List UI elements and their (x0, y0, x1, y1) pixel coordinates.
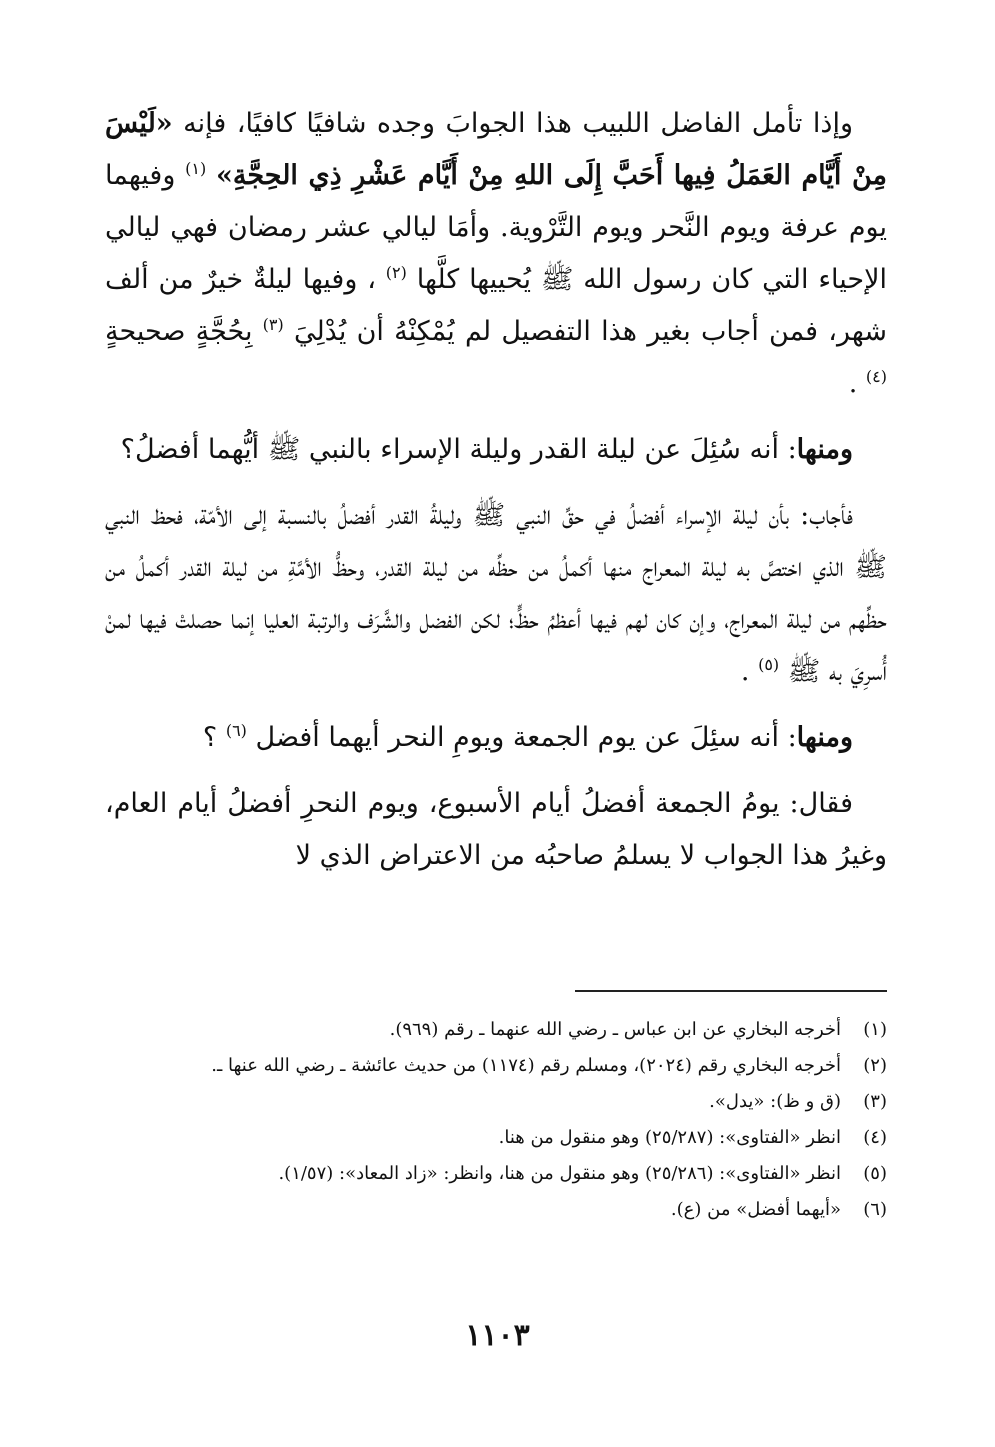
footnote-text: (ق و ظ): «يدل». (709, 1091, 841, 1112)
footnote-3 (105, 1084, 887, 1120)
paragraph-5-text: فقال: يومُ الجمعة أفضلُ أيام الأسبوع، ويوم النحرِ أفضلُ أيام العام، وغيرُ هذا الجواب لا يسلمُ صاحبُه من الاعتراض الذي لا (105, 788, 887, 871)
paragraph-3 (105, 490, 887, 698)
paragraph-5 (105, 778, 887, 882)
footnote-text: أخرجه البخاري رقم (٢٠٢٤)، ومسلم رقم (١١٧٤) من حديث عائشة ـ رضي الله عنها ـ. (211, 1055, 841, 1076)
footnote-number: (١) (863, 1019, 887, 1040)
footnote-5 (105, 1156, 887, 1192)
paragraph-1 (105, 98, 887, 410)
footnotes (105, 1012, 887, 1228)
main-text (105, 98, 887, 896)
footnote-number: (٢) (863, 1055, 887, 1076)
footnote-ref-4: (٤) (865, 367, 887, 386)
footnote-ref-5: (٥) (758, 655, 780, 674)
footnote-text: انظر «الفتاوى»: (٢٥/٢٨٧) وهو منقول من هنا. (498, 1127, 841, 1148)
footnote-number: (٦) (863, 1199, 887, 1220)
page-number: ١١٠٣ (465, 1318, 530, 1353)
footnote-text: أخرجه البخاري عن ابن عباس ـ رضي الله عنهما ـ رقم (٩٦٩). (389, 1019, 841, 1040)
paragraph-1-text-after: ، وفيها ليلةٌ خيرٌ من ألف شهر، فمن أجاب بغير هذا التفصيل لم يُمْكِنْهُ أن يُدْلِيَ (105, 264, 887, 347)
paragraph-1-text-end: بِحُجَّةٍ صحيحةٍ (105, 316, 253, 347)
footnote-ref-2: (٢) (385, 263, 407, 282)
footnote-2 (105, 1048, 887, 1084)
paragraph-4-text: : أنه سئِلَ عن يوم الجمعة ويومِ النحر أيهما أفضل (255, 722, 797, 753)
hadith-quote: «لَيْسَ مِنْ أَيَّام العَمَلُ فِيها أَحَبَّ إِلَى اللهِ مِنْ أَيَّام عَشْرِ ذِي الحِجَّةِ» (105, 108, 888, 191)
paragraph-1-text-before: وإذا تأمل الفاضل اللبيب هذا الجوابَ وجده شافيًا كافيًا، فإنه (172, 108, 853, 139)
footnote-ref-6: (٦) (225, 721, 247, 740)
footnote-number: (٣) (863, 1091, 887, 1112)
footnote-number: (٥) (863, 1163, 887, 1184)
paragraph-4 (105, 712, 887, 764)
paragraph-1-text-middle: وفيهما يوم عرفة ويوم النَّحر ويوم التَّرْوية. وأمَا ليالي عشر رمضان فهي ليالي الإحياء التي كان رسول الله ﷺ يُحييها كلَّها (105, 160, 888, 295)
footnote-number: (٤) (863, 1127, 887, 1148)
footnote-1 (105, 1012, 887, 1048)
paragraph-2-text: : أنه سُئِلَ عن ليلة القدر وليلة الإسراء بالنبي ﷺ أيُّهما أفضلُ؟ (120, 434, 797, 465)
paragraph-4-lead: ومنها (796, 722, 853, 753)
footnote-text: انظر «الفتاوى»: (٢٥/٢٨٦) وهو منقول من هنا، وانظر: «زاد المعاد»: (١/٥٧). (278, 1163, 841, 1184)
paragraph-3-text: فأجاب: بأن ليلة الإسراء أفضلُ في حقِّ النبي ﷺ وليلةُ القدر أفضلُ بالنسبة إلى الأمّة، فحظ النبي ﷺ الذي اختصَّ به ليلة المعراج منها أكملُ من حظِّه من ليلة القدر، وحظُّ الأمَّةِ من ليلة القدر أكملُ من حظِّهم من ليلة المعراج، وإن كان لهم فيها أعظمُ حظٍّ؛ لكن الفضل والشَّرَف والرتبة العليا إنما حصلتْ فيها لمنْ أُسرِيَ به ﷺ (105, 500, 887, 687)
paragraph-2-lead: ومنها (796, 434, 853, 465)
footnote-4 (105, 1120, 887, 1156)
paragraph-4-text-final: ؟ (202, 722, 218, 753)
footnote-ref-1: (١) (185, 159, 207, 178)
footnote-ref-3: (٣) (262, 315, 284, 334)
footnote-text: «أيهما أفضل» من (ع). (670, 1199, 841, 1220)
paragraph-3-text-final: . (740, 656, 750, 687)
paragraph-2 (105, 424, 887, 476)
footnote-divider (575, 990, 887, 992)
footnote-6 (105, 1192, 887, 1228)
paragraph-1-text-final: . (848, 368, 858, 399)
